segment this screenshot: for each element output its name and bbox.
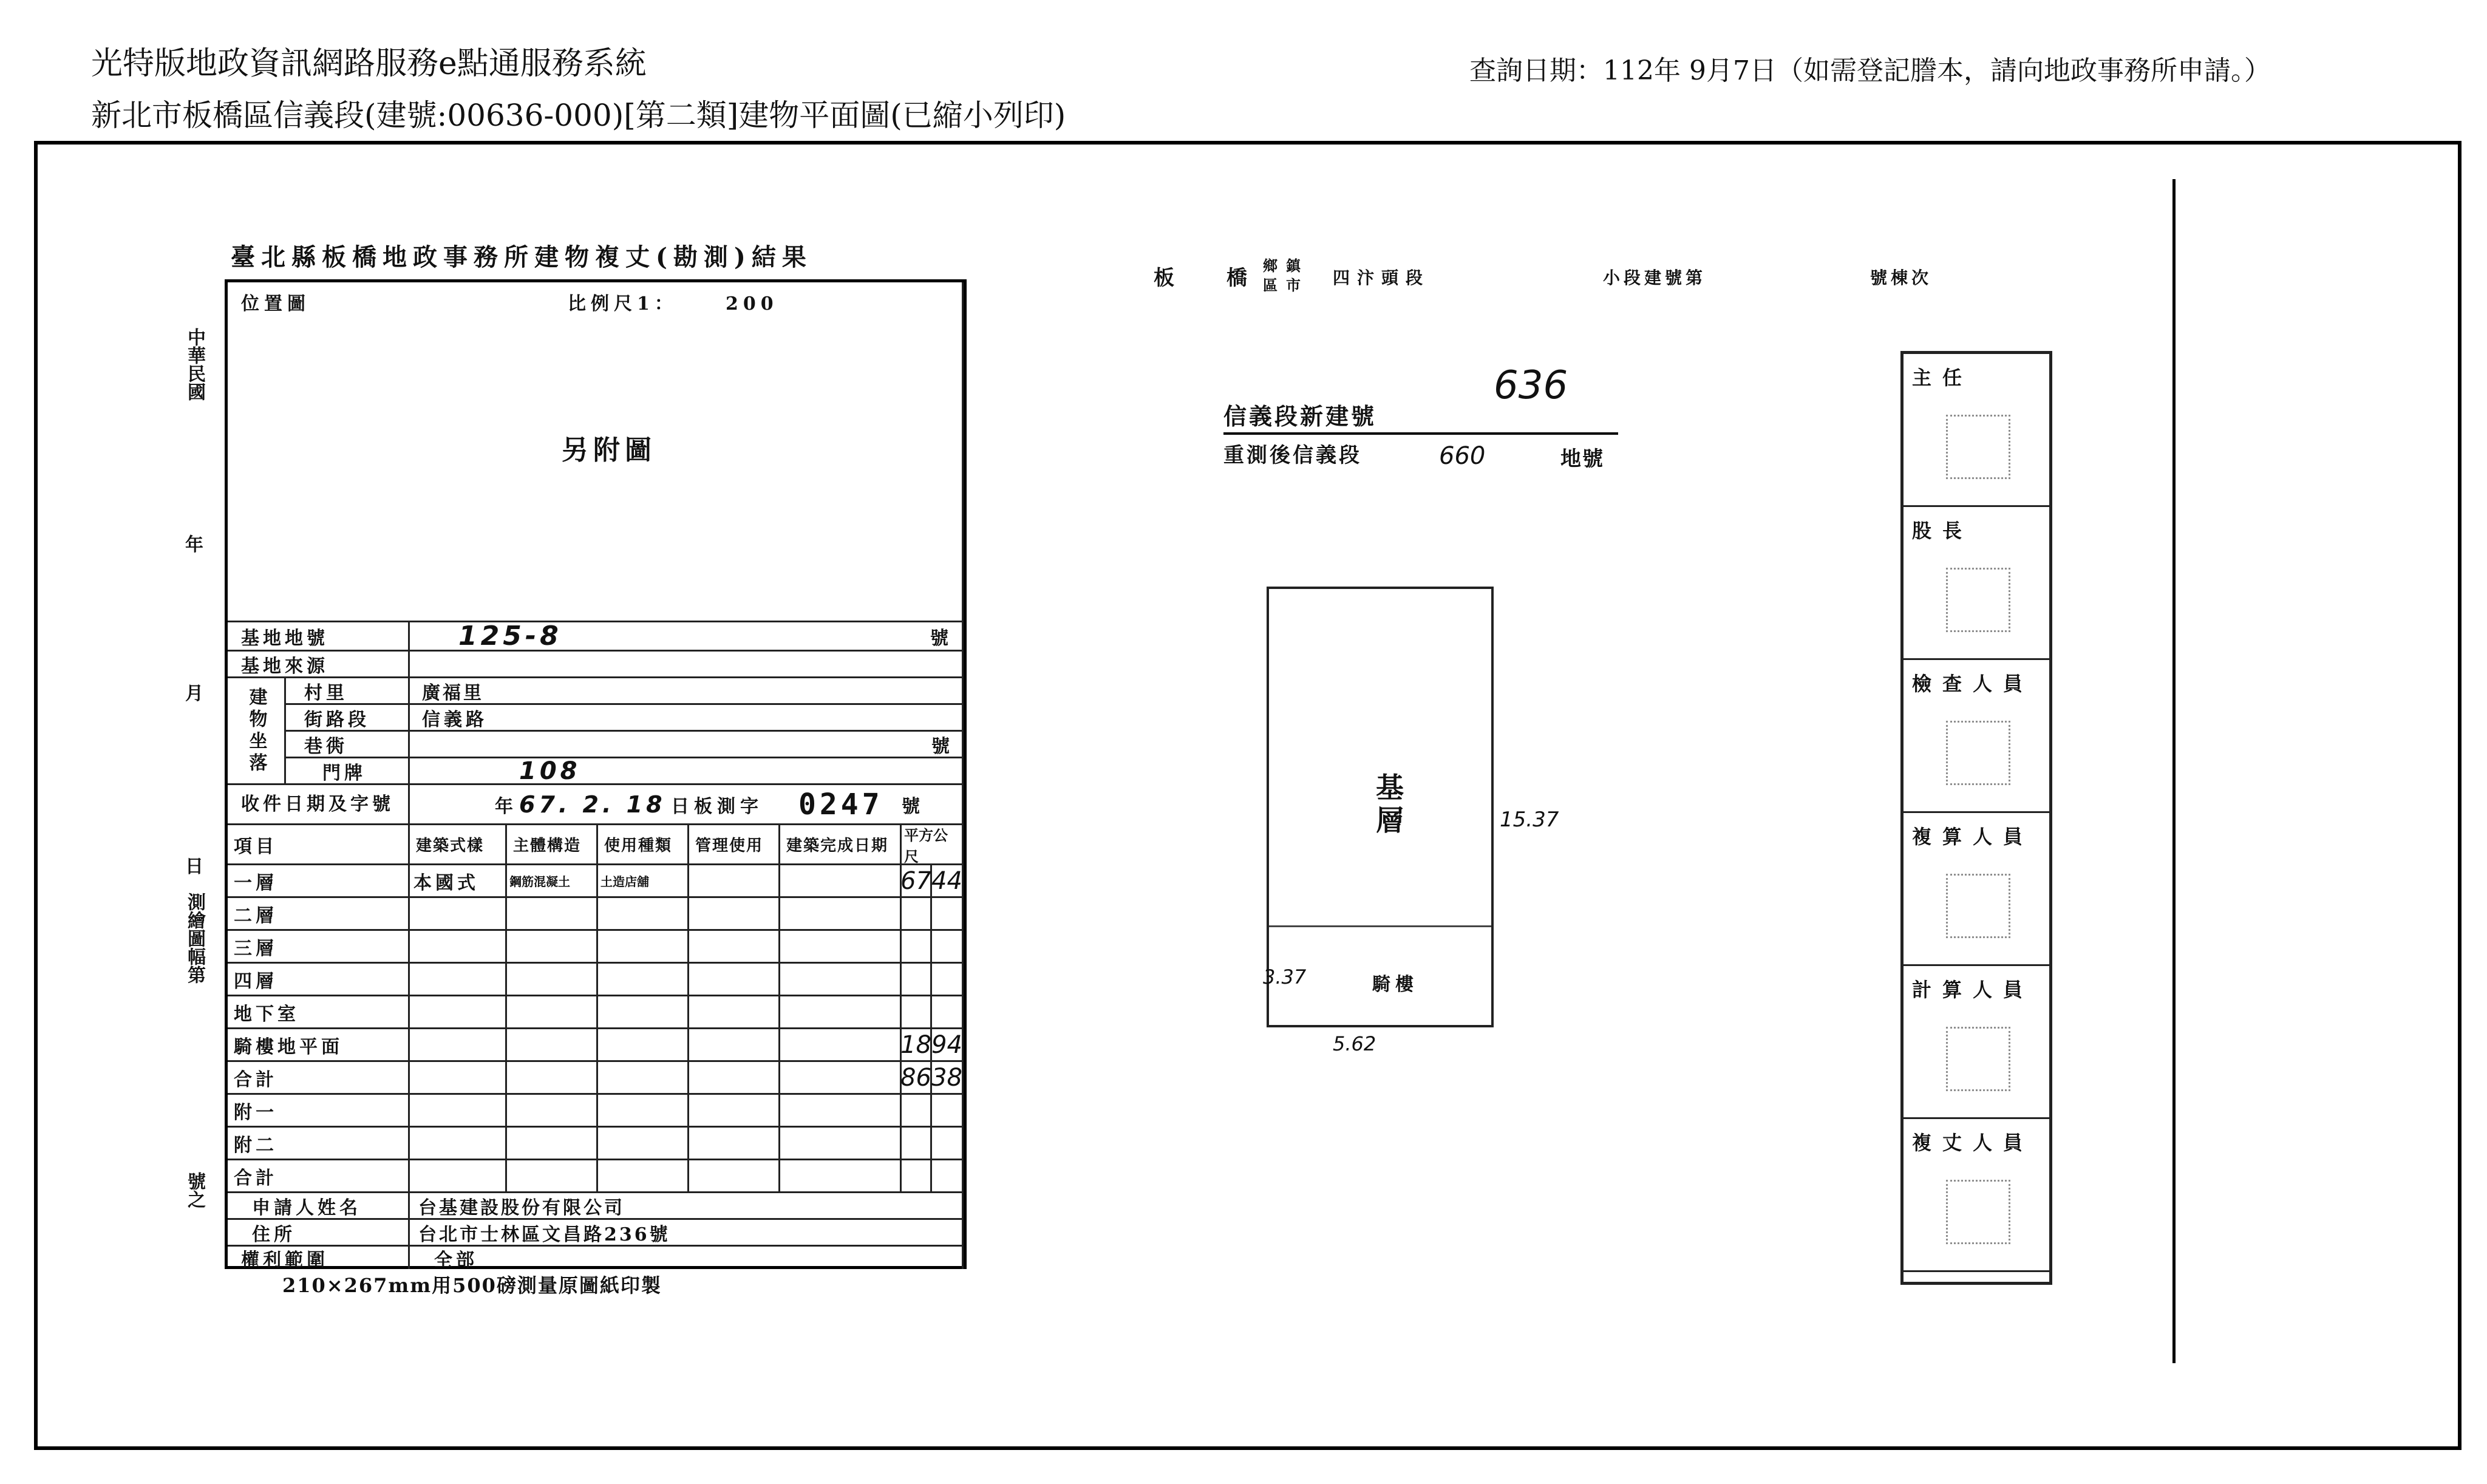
base-lot-value: 125-8 <box>458 621 562 652</box>
row-0-col-7: 44 <box>932 865 964 898</box>
row-3-col-4 <box>689 964 780 996</box>
row-4-col-4 <box>689 996 780 1029</box>
receive-no: 0247 <box>798 787 883 822</box>
row-9-col-3 <box>598 1160 689 1193</box>
new-no-value: 636 <box>1494 363 1568 408</box>
new-no-label: 信義段新建號 <box>1223 403 1377 430</box>
row-1-col-3 <box>598 898 689 931</box>
arcade-divider <box>1269 925 1491 927</box>
row-7-col-6 <box>902 1095 932 1128</box>
plan-loc-2: 橋 <box>1226 266 1252 290</box>
base-source-label: 基地來源 <box>228 652 410 678</box>
approval-cell-0 <box>1904 354 2049 507</box>
receive-office: 日板測字 <box>671 795 763 817</box>
margin-sheet <box>182 893 206 989</box>
approval-cell-1 <box>1904 507 2049 660</box>
margin-roc-text: 中華民國 <box>184 328 205 401</box>
row-3-col-0: 四層 <box>228 964 410 996</box>
margin-day <box>182 856 206 878</box>
margin-roc <box>182 328 206 406</box>
approval-column <box>1900 351 2052 1285</box>
row-9-col-7 <box>932 1160 964 1193</box>
row-9-col-1 <box>410 1160 507 1193</box>
row-4-col-6 <box>902 996 932 1029</box>
approval-cell-5 <box>1904 1119 2049 1272</box>
row-9-col-6 <box>902 1160 932 1193</box>
margin-month-text: 月 <box>185 683 203 704</box>
arcade-label: 騎樓 <box>1372 974 1418 995</box>
row-5-col-5 <box>780 1029 902 1062</box>
floor-plan <box>1267 587 1494 1027</box>
document-subtitle: 新北市板橋區信義段(建號:00636-000)[第二類]建物平面圖(已縮小列印) <box>91 98 1066 133</box>
row-6-col-3 <box>598 1062 689 1095</box>
attached-note: 另附圖 <box>562 435 656 466</box>
th-manage: 管理使用 <box>689 825 780 865</box>
row-2-col-3 <box>598 931 689 964</box>
th-completion: 建築完成日期 <box>780 825 902 865</box>
approval-label-3: 複算人員 <box>1912 825 2034 848</box>
receive-date: 67. 2. 18 <box>519 791 666 818</box>
row-7-col-1 <box>410 1095 507 1128</box>
plan-loc-1: 板 <box>1154 266 1179 290</box>
form-footer-note: 210×267mm用500磅測量原圖紙印製 <box>282 1274 662 1297</box>
row-2-col-0: 三層 <box>228 931 410 964</box>
approval-label-2: 檢查人員 <box>1912 672 2034 695</box>
base-lot-cell <box>410 622 964 652</box>
row-0-col-2: 鋼筋混凝土 <box>507 865 598 898</box>
approval-stamp-1 <box>1946 568 2010 632</box>
approval-stamp-2 <box>1946 721 2010 785</box>
building-location-text: 建物坐落 <box>245 687 267 775</box>
receive-year: 年 <box>495 795 518 817</box>
row-5-col-4 <box>689 1029 780 1062</box>
row-9-col-2 <box>507 1160 598 1193</box>
receive-cell <box>410 785 964 825</box>
th-structure: 主體構造 <box>507 825 598 865</box>
row-8-col-0: 附二 <box>228 1128 410 1160</box>
row-6-col-4 <box>689 1062 780 1095</box>
scale-value: 200 <box>726 293 778 315</box>
margin-sheet-text: 測繪圖幅第 <box>184 893 205 984</box>
receive-label: 收件日期及字號 <box>228 785 410 825</box>
system-title: 光特版地政資訊網路服務e點通服務系統 <box>91 46 647 82</box>
row-1-col-4 <box>689 898 780 931</box>
approval-stamp-4 <box>1946 1027 2010 1091</box>
row-1-col-2 <box>507 898 598 931</box>
scale-label: 比例尺1： <box>568 293 678 315</box>
row-7-col-3 <box>598 1095 689 1128</box>
position-map-box <box>228 282 964 622</box>
row-9-col-0: 合計 <box>228 1160 410 1193</box>
row-5-col-7: 94 <box>932 1029 964 1062</box>
approval-label-5: 複丈人員 <box>1912 1131 2034 1154</box>
row-9-col-4 <box>689 1160 780 1193</box>
row-5-col-0: 騎樓地平面 <box>228 1029 410 1062</box>
approval-stamp-3 <box>1946 874 2010 938</box>
th-area: 平方公尺 <box>902 825 964 865</box>
row-6-col-5 <box>780 1062 902 1095</box>
row-3-col-2 <box>507 964 598 996</box>
row-3-col-1 <box>410 964 507 996</box>
plan-subsection: 小段建號第 <box>1603 268 1707 288</box>
survey-form <box>225 279 967 1269</box>
query-date: 查詢日期：112年 9月7日（如需登記謄本，請向地政事務所申請。） <box>1469 55 2271 86</box>
margin-day-text: 日 <box>185 856 203 877</box>
base-source-value <box>410 652 964 678</box>
row-7-col-7 <box>932 1095 964 1128</box>
new-no-underline <box>1223 432 1618 435</box>
dim-width: 5.62 <box>1333 1032 1376 1055</box>
street-label: 街路段 <box>286 705 410 732</box>
base-lot-label: 基地地號 <box>228 622 410 652</box>
row-5-col-1 <box>410 1029 507 1062</box>
approval-cell-2 <box>1904 660 2049 813</box>
row-0-col-1: 本國式 <box>410 865 507 898</box>
row-2-col-7 <box>932 931 964 964</box>
plan-unit: 號棟次 <box>1870 268 1933 288</box>
th-style: 建築式樣 <box>410 825 507 865</box>
th-use: 使用種類 <box>598 825 689 865</box>
plan-section: 四汴頭段 <box>1333 268 1431 288</box>
row-4-col-3 <box>598 996 689 1029</box>
street-value: 信義路 <box>410 705 964 732</box>
row-8-col-3 <box>598 1128 689 1160</box>
row-6-col-7: 38 <box>932 1062 964 1095</box>
dim-length: 15.37 <box>1500 808 1559 832</box>
margin-no <box>182 1172 206 1214</box>
receive-no-suffix: 號 <box>902 795 925 817</box>
row-6-col-0: 合計 <box>228 1062 410 1095</box>
row-8-col-5 <box>780 1128 902 1160</box>
row-4-col-0: 地下室 <box>228 996 410 1029</box>
resurvey-value: 660 <box>1439 442 1486 470</box>
row-1-col-5 <box>780 898 902 931</box>
door-value: 108 <box>519 757 581 785</box>
position-map-label: 位置圖 <box>241 293 310 315</box>
lane-label: 巷衖 <box>286 732 410 758</box>
row-2-col-2 <box>507 931 598 964</box>
plan-township-top: 鄉鎮 <box>1263 257 1309 274</box>
village-value: 廣福里 <box>410 678 964 705</box>
row-7-col-5 <box>780 1095 902 1128</box>
base-lot-suffix: 號 <box>930 627 953 649</box>
row-2-col-4 <box>689 931 780 964</box>
row-4-col-1 <box>410 996 507 1029</box>
applicant-label: 申請人姓名 <box>228 1193 410 1220</box>
row-8-col-4 <box>689 1128 780 1160</box>
address-label: 住所 <box>228 1220 410 1247</box>
right-rule <box>2172 179 2176 1363</box>
row-3-col-5 <box>780 964 902 996</box>
approval-stamp-0 <box>1946 415 2010 479</box>
row-5-col-2 <box>507 1029 598 1062</box>
floor-label: 基層 <box>1376 771 1409 837</box>
row-8-col-6 <box>902 1128 932 1160</box>
row-3-col-7 <box>932 964 964 996</box>
row-8-col-2 <box>507 1128 598 1160</box>
row-0-col-0: 一層 <box>228 865 410 898</box>
rights-label: 權利範圍 <box>228 1247 410 1269</box>
row-2-col-1 <box>410 931 507 964</box>
dim-arcade-depth: 3.37 <box>1263 965 1307 989</box>
margin-year <box>182 534 206 556</box>
approval-stamp-5 <box>1946 1180 2010 1244</box>
row-4-col-2 <box>507 996 598 1029</box>
row-6-col-6: 86 <box>902 1062 932 1095</box>
form-heading: 臺北縣板橋地政事務所建物複丈(勘測)結果 <box>231 243 812 271</box>
margin-month <box>182 683 206 705</box>
row-0-col-5 <box>780 865 902 898</box>
building-location-label <box>228 678 286 785</box>
row-2-col-6 <box>902 931 932 964</box>
row-0-col-3: 土造店舖 <box>598 865 689 898</box>
row-3-col-6 <box>902 964 932 996</box>
row-6-col-1 <box>410 1062 507 1095</box>
row-2-col-5 <box>780 931 902 964</box>
row-4-col-5 <box>780 996 902 1029</box>
approval-cell-3 <box>1904 813 2049 966</box>
address-value: 台北市士林區文昌路236號 <box>410 1220 964 1247</box>
row-3-col-3 <box>598 964 689 996</box>
village-label: 村里 <box>286 678 410 705</box>
row-1-col-6 <box>902 898 932 931</box>
resurvey-label: 重測後信義段 <box>1223 443 1362 468</box>
row-1-col-7 <box>932 898 964 931</box>
row-6-col-2 <box>507 1062 598 1095</box>
approval-label-1: 股長 <box>1912 519 1973 542</box>
row-7-col-2 <box>507 1095 598 1128</box>
door-cell <box>410 758 964 785</box>
rights-value: 全部 <box>410 1247 964 1269</box>
lane-cell <box>410 732 964 758</box>
margin-year-text: 年 <box>185 534 203 556</box>
resurvey-suffix: 地號 <box>1560 447 1604 471</box>
applicant-value: 台基建設股份有限公司 <box>410 1193 964 1220</box>
row-8-col-1 <box>410 1128 507 1160</box>
margin-no-text: 號之 <box>184 1172 205 1208</box>
row-1-col-0: 二層 <box>228 898 410 931</box>
approval-cell-4 <box>1904 966 2049 1119</box>
door-label: 門牌 <box>286 758 410 785</box>
row-4-col-7 <box>932 996 964 1029</box>
approval-label-0: 主任 <box>1912 366 1973 389</box>
approval-label-4: 計算人員 <box>1912 978 2034 1001</box>
row-7-col-4 <box>689 1095 780 1128</box>
row-5-col-6: 18 <box>902 1029 932 1062</box>
row-1-col-1 <box>410 898 507 931</box>
row-8-col-7 <box>932 1128 964 1160</box>
row-9-col-5 <box>780 1160 902 1193</box>
plan-township-bottom: 區市 <box>1263 276 1309 294</box>
row-7-col-0: 附一 <box>228 1095 410 1128</box>
row-0-col-6: 67 <box>902 865 932 898</box>
lane-suffix: 號 <box>931 735 953 757</box>
row-5-col-3 <box>598 1029 689 1062</box>
row-0-col-4 <box>689 865 780 898</box>
th-item: 項目 <box>228 825 410 865</box>
